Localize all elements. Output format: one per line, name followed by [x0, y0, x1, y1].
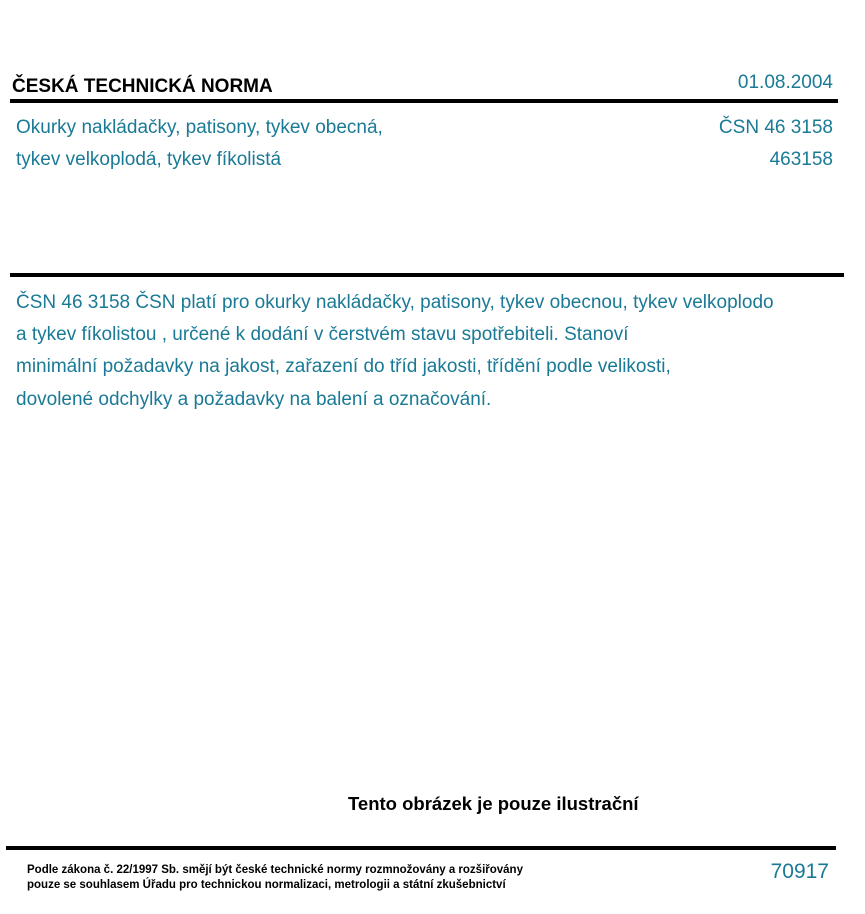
abstract-line-1: ČSN 46 3158 ČSN platí pro okurky nakládačky, patisony, tykev obecnou, tykev velkoplodo: [16, 292, 774, 313]
standard-number: 463158: [769, 149, 833, 170]
publication-date: 01.08.2004: [737, 72, 833, 93]
document-id: 70917: [770, 860, 829, 883]
copyright-note-line-1: Podle zákona č. 22/1997 Sb. smějí být české technické normy rozmnožovány a rozšiřovány: [27, 864, 523, 876]
standard-title-line-1: Okurky nakládačky, patisony, tykev obecná,: [16, 117, 383, 138]
header-rule: [10, 99, 838, 103]
footer-rule: [6, 846, 836, 850]
abstract-line-4: dovolené odchylky a požadavky na balení a označování.: [16, 389, 492, 410]
illustrative-note: Tento obrázek je pouze ilustrační: [348, 793, 639, 814]
abstract-line-2: a tykev fíkolistou , určené k dodání v čerstvém stavu spotřebiteli. Stanoví: [16, 324, 629, 345]
standard-code: ČSN 46 3158: [718, 117, 833, 138]
standard-title-line-2: tykev velkoplodá, tykev fíkolistá: [16, 149, 282, 170]
copyright-note-line-2: pouze se souhlasem Úřadu pro technickou normalizaci, metrologii a státní zkušebnictví: [27, 879, 506, 891]
abstract-line-3: minimální požadavky na jakost, zařazení do tříd jakosti, třídění podle velikosti,: [16, 356, 671, 377]
norm-heading: ČESKÁ TECHNICKÁ NORMA: [12, 76, 273, 97]
title-block-rule: [10, 273, 844, 277]
